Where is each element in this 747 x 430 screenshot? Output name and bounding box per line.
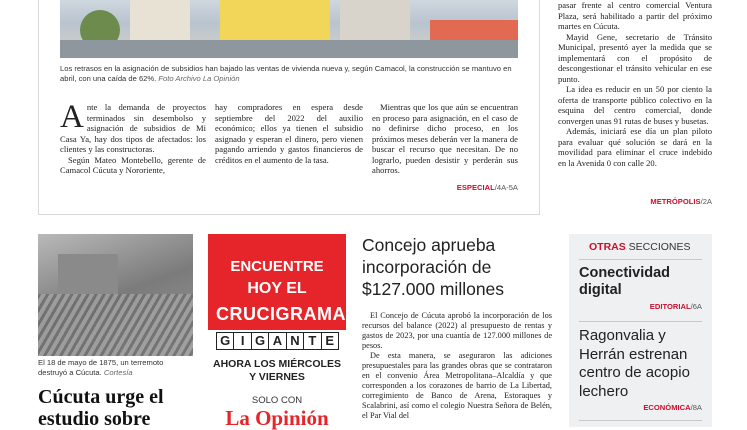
ad-days-l2: Y VIERNES xyxy=(249,371,305,383)
concejo-p2: De esta manera, se aseguraron las adiciones presupuestales para las grandes obras que se contrataron en el convenio Área Metropolitana–Alcaldía y que corresponden a los corazones de barrio de La Libertad, corregimiento de Banco de Arena, Estoraques y Scalabrini, así como el colegio Nuestra Señora de Belén, el Par Vial del xyxy=(362,351,552,420)
ad-gigante-grid xyxy=(216,332,338,350)
otras-item-page: /8A xyxy=(690,403,702,412)
housing-photo xyxy=(60,0,518,58)
ad-gigante-letter: E xyxy=(321,332,339,350)
story-page-ref: /4A-5A xyxy=(494,183,518,192)
story-column-3 xyxy=(372,102,518,176)
otras-title xyxy=(589,241,709,253)
la-opinion-logo: La Opinión xyxy=(225,406,329,430)
right-story-p1: pasar frente al centro comercial Ventura Plaza, será habilitado a partir del próximo martes en Cúcuta. xyxy=(558,0,712,31)
ad-gigante-letter: A xyxy=(268,332,286,350)
otras-divider xyxy=(579,321,702,322)
otras-item-section-ref[interactable] xyxy=(579,403,702,412)
history-headline-l2: estudio sobre xyxy=(38,408,151,430)
otras-item-section: EDITORIAL xyxy=(649,302,691,311)
story-column-1 xyxy=(60,99,206,176)
ad-gigante-letter: T xyxy=(303,332,321,350)
story-column-2 xyxy=(215,102,363,165)
otras-item-headline[interactable]: Ragonvalia y Herrán estrenan centro de acopio lechero xyxy=(579,327,690,400)
story-col1-text-b: Según Mateo Montebello, gerente de Camacol Cúcuta y Nororiente, xyxy=(60,154,206,175)
right-page-ref: /2A xyxy=(700,197,712,206)
otras-item-section: ECONÓMICA xyxy=(643,403,691,412)
otras-title-bold: OTRAS xyxy=(589,241,626,253)
photo-caption xyxy=(60,64,520,84)
earthquake-photo xyxy=(38,234,193,356)
ad-solo-con: SOLO CON xyxy=(251,395,303,406)
right-section-name: METRÓPOLIS xyxy=(650,197,701,206)
right-story-p3: La idea es reducir en un 50 por ciento la oferta de transporte público colectivo en la esquina del centro comercial, donde convergen unas 91 rutas de buses y busetas. xyxy=(558,84,712,126)
ad-line1: ENCUENTRE xyxy=(230,258,324,275)
otras-item-section-ref[interactable] xyxy=(579,302,702,311)
concejo-headline-l3: $127.000 millones xyxy=(362,279,505,299)
history-headline-l1: Cúcuta urge el xyxy=(38,386,164,408)
right-story xyxy=(558,0,712,168)
photo-caption-text: Los retrasos en la asignación de subsidios han bajado las ventas de vivienda nueva y, según Camacol, la construcción se mantuvo en abril, con una caída de 62%. xyxy=(60,64,512,83)
otras-title-rest: SECCIONES xyxy=(628,241,691,253)
ad-gigante-letter: G xyxy=(251,332,269,350)
concejo-headline-l2: incorporación de xyxy=(362,257,492,277)
story-col2-text: hay compradores en espera desde septiembre del 2022 del auxilio económico; ellos ya tienen el subsidio asignado y esperan el dinero, pero vienen pagando arriendo y gastos financieros de créditos en el aumento de la tasa. xyxy=(215,102,363,165)
story-col3-text: Mientras que los que aún se encuentran en proceso para asignación, en el caso de no definirse dicho proceso, en los próximos meses deberán ver la manera de buscar el recurso que necesitan. De no lograrlo, pueden desistir y perderán sus ahorros. xyxy=(372,102,518,175)
story-section-name: ESPECIAL xyxy=(456,183,495,192)
history-caption xyxy=(38,358,193,378)
crossword-ad[interactable] xyxy=(208,234,346,430)
ad-gigante-letter: N xyxy=(286,332,304,350)
ad-line2: HOY EL xyxy=(247,280,307,297)
concejo-p1: El Concejo de Cúcuta aprobó la incorporación de los recursos del balance (2022) al presupuesto de rentas y gastos de 2023, por una cuantía de 127.000 millones de pesos. xyxy=(362,311,552,350)
right-story-p4: Además, iniciará ese día un plan piloto para evaluar qué solución se dará en la movilidad para eliminar el cruce indebido en la Avenida 0 con calle 20. xyxy=(558,126,712,168)
otras-item-page: /6A xyxy=(690,302,702,311)
ad-days xyxy=(208,358,346,384)
otras-divider xyxy=(579,420,702,421)
right-story-p2: Mayid Gene, secretario de Tránsito Municipal, presentó ayer la medida que se implementará con el propósito de descongestionar el tránsito vehicular en ese punto. xyxy=(558,31,712,84)
history-headline[interactable] xyxy=(38,386,203,430)
ad-line3: CRUCIGRAMA xyxy=(216,304,346,324)
story-col1-text: nte la demanda de proyectos terminados sin desembolso y asignación de subsidios de Mi Casa Ya, hay dos tipos de afectados: los clientes y las constructoras. xyxy=(60,102,206,154)
drop-cap: A xyxy=(60,99,84,135)
ad-days-l1: AHORA LOS MIÉRCOLES xyxy=(213,358,341,370)
ad-gigante-letter: G xyxy=(216,332,234,350)
concejo-headline-l1: Concejo aprueba xyxy=(362,235,496,255)
history-credit: Cortesía xyxy=(103,368,133,377)
photo-credit: Foto Archivo La Opinión xyxy=(158,74,240,83)
right-story-section-ref[interactable] xyxy=(558,197,712,206)
otras-item-headline[interactable]: Conectividad digital xyxy=(579,265,671,298)
story-section-ref[interactable] xyxy=(372,183,518,192)
ad-gigante-letter: I xyxy=(233,332,251,350)
concejo-headline[interactable] xyxy=(362,234,552,300)
history-caption-text: El 18 de mayo de 1875, un terremoto destruyó a Cúcuta. xyxy=(38,358,164,377)
otras-divider xyxy=(579,259,702,260)
concejo-body xyxy=(362,311,552,421)
